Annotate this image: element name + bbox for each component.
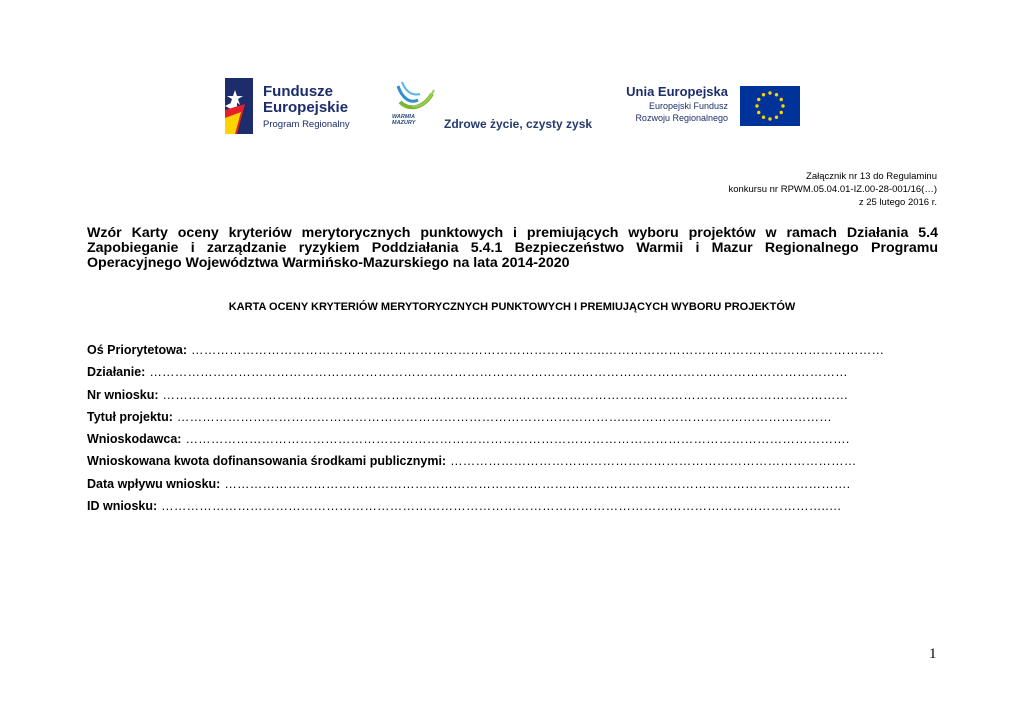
wm-name-line2: MAZURY (392, 120, 416, 126)
field-action[interactable] (87, 365, 947, 387)
field-label: Działanie: (87, 365, 146, 380)
eu-star-icon (768, 117, 771, 120)
eu-star-icon (762, 116, 765, 119)
eu-flag-icon (740, 86, 800, 126)
field-label: Tytuł projektu: (87, 409, 173, 424)
eu-star-icon (780, 111, 783, 114)
field-label: Wnioskodawca: (87, 432, 182, 447)
field-blank: ……………………………………………………………………………………………………………………………………………… (162, 387, 849, 402)
field-blank: …………………………………………………………………………………………………………………………………………. (185, 432, 850, 447)
field-receipt-date[interactable] (87, 477, 947, 499)
wm-name (392, 114, 415, 126)
field-blank: ………………………………………………………………………………………………………………………………………………… (149, 365, 848, 380)
fe-line2: Europejskie (263, 99, 349, 116)
eu-star-icon (775, 93, 778, 96)
fe-line1: Fundusze (263, 83, 333, 100)
eu-star-icon (775, 116, 778, 119)
field-application-number[interactable] (87, 388, 947, 410)
eu-star-icon (780, 98, 783, 101)
eu-star-icon (762, 93, 765, 96)
field-applicant[interactable] (87, 432, 947, 454)
field-blank: ……………………………………………………………………………………..………………………………………………………… (191, 343, 885, 357)
annex-line2: konkursu nr RPWM.05.04.01-IZ.00-28-001/16(…) (728, 184, 937, 195)
annex-note (728, 170, 937, 209)
fundusze-europejskie-logo (223, 78, 373, 134)
field-project-title[interactable] (87, 410, 947, 432)
field-blank: …………………………………………………………………………………………………………………………………………..… (161, 499, 842, 514)
unia-europejska-logo (618, 84, 808, 130)
eu-star-icon (768, 91, 771, 94)
annex-line1: Załącznik nr 13 do Regulaminu (806, 171, 937, 182)
ue-line1: Unia Europejska (626, 84, 728, 99)
eu-star-icon (757, 98, 760, 101)
form-subtitle: KARTA OCENY KRYTERIÓW MERYTORYCZNYCH PUNKTOWYCH I PREMIUJĄCYCH WYBORU PROJEKTÓW (228, 301, 796, 313)
warmia-mazury-logo (392, 80, 592, 132)
field-label: Oś Priorytetowa: (87, 343, 188, 357)
wm-slogan: Zdrowe życie, czysty zysk (444, 117, 593, 131)
field-blank: ……………………………………………………………………………………………..………………………………………… (176, 409, 832, 424)
field-label: Wnioskowana kwota dofinansowania środkami publicznymi: (87, 454, 447, 469)
ue-line3: Rozwoju Regionalnego (635, 113, 728, 123)
field-requested-amount[interactable] (87, 454, 947, 476)
eu-star-icon (757, 111, 760, 114)
eu-star-icon (755, 104, 758, 107)
form-fields (87, 343, 947, 521)
field-application-id[interactable] (87, 499, 947, 521)
eu-star-icon (781, 104, 784, 107)
field-label: Nr wniosku: (87, 387, 159, 402)
page-number: 1 (929, 646, 937, 662)
field-priority-axis[interactable] (87, 343, 947, 365)
annex-line3: z 25 lutego 2016 r. (858, 197, 937, 208)
warmia-mazury-emblem-icon (392, 80, 436, 114)
field-label: Data wpływu wniosku: (87, 476, 221, 491)
field-label: ID wniosku: (87, 499, 158, 514)
fe-emblem-icon (223, 78, 257, 134)
document-title: Wzór Karty oceny kryteriów merytorycznych punktowych i premiujących wyboru projektów w ramach Działania 5.4 Zapobieganie i zarządzanie ryzykiem Poddziałania 5.4.1 Bezpieczeństwo Warmii i Mazur Regionalnego Programu Operacyjnego Województwa Warmińsko-Mazurskiego na lata 2014-2020 (87, 225, 938, 271)
field-blank: …………………………………………………………………………………………………………………………………. (224, 476, 851, 491)
ue-line2: Europejski Fundusz (648, 101, 728, 111)
logo-bar (0, 76, 1024, 136)
fe-line3: Program Regionalny (263, 119, 350, 130)
wm-name-line1: WARMIA (392, 114, 415, 120)
field-blank: …………………………………………………………………………………… (450, 454, 857, 469)
